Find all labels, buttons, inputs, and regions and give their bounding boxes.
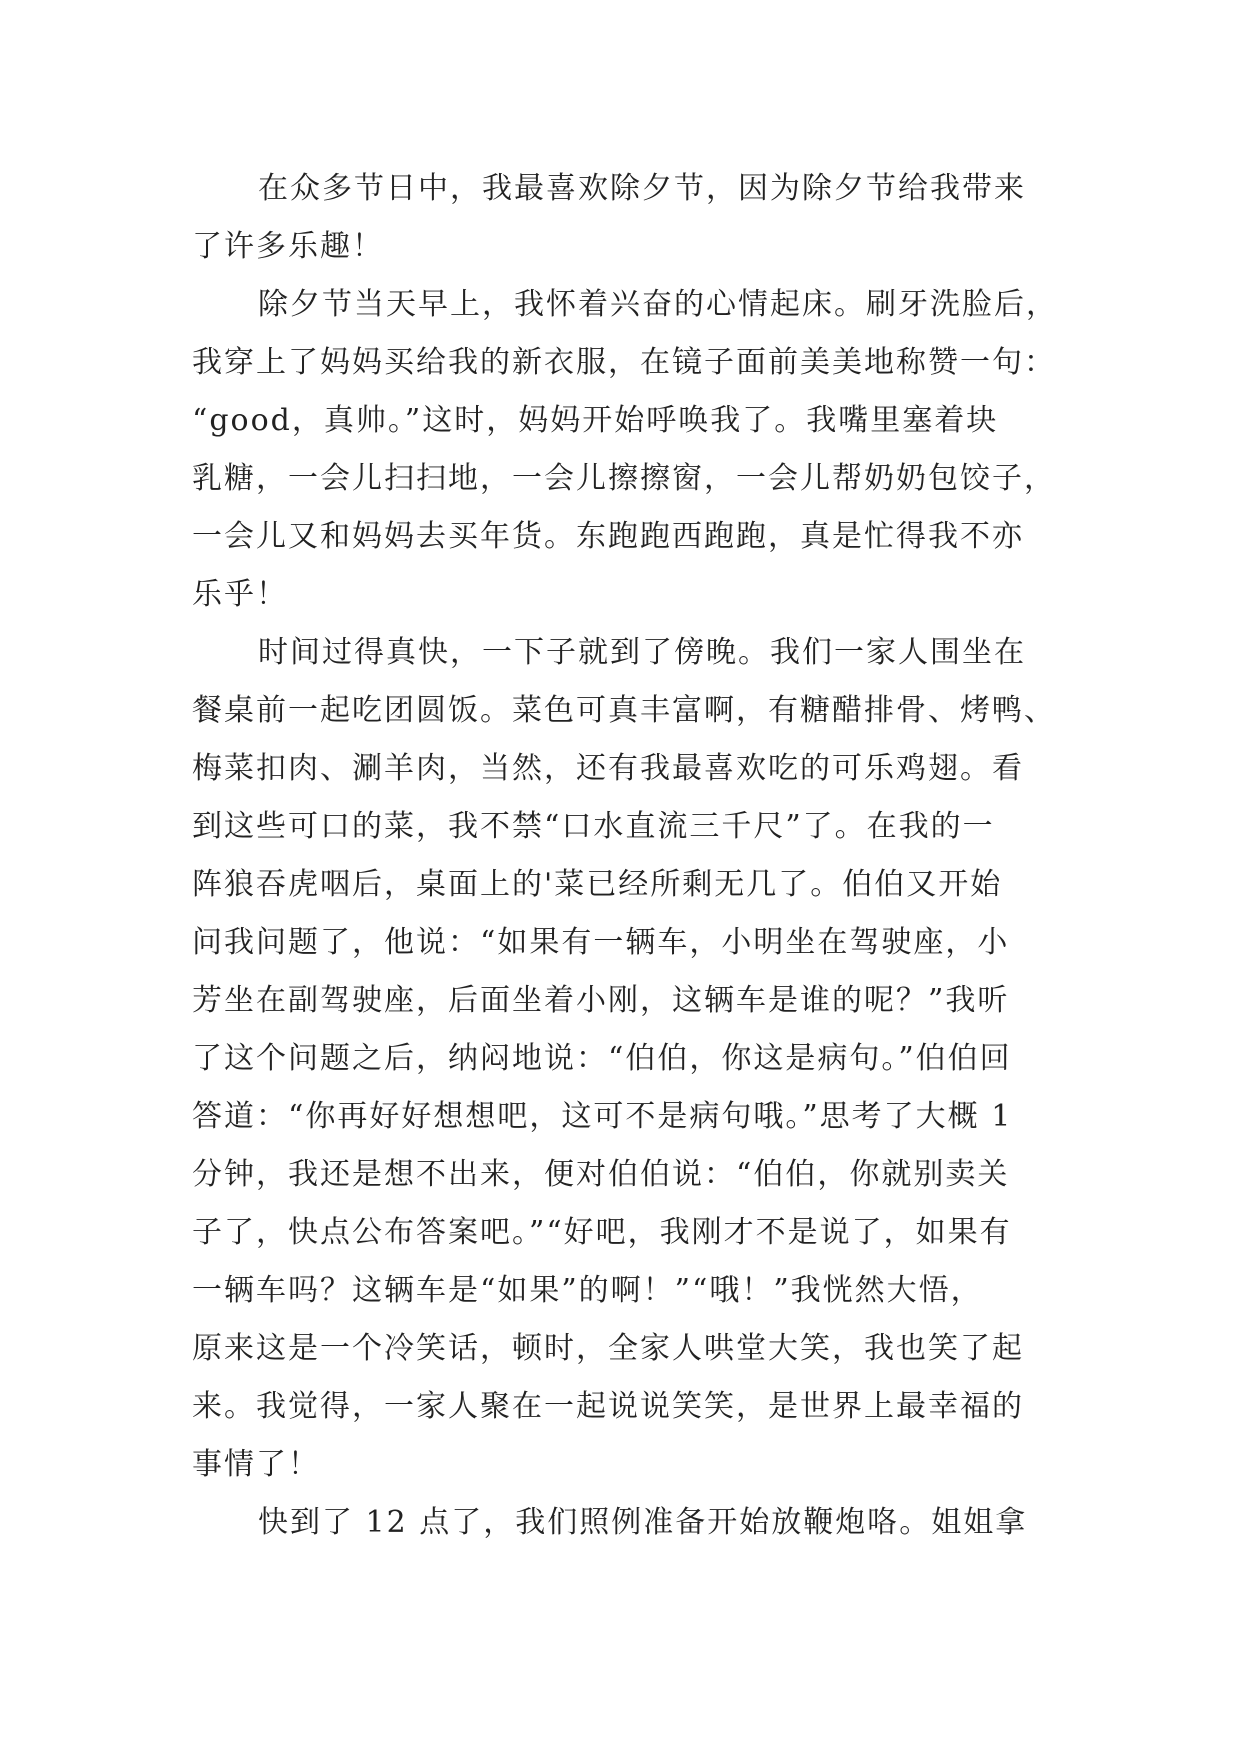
- text-line: 除夕节当天早上，我怀着兴奋的心情起床。刷牙洗脸后，: [258, 287, 1058, 322]
- text-line: 答道：“你再好好想想吧，这可不是病句哦。”思考了大概 1: [192, 1099, 1013, 1134]
- text-line: 子了，快点公布答案吧。”“好吧，我刚才不是说了，如果有: [192, 1215, 1012, 1250]
- text-line: 乳糖，一会儿扫扫地，一会儿擦擦窗，一会儿帮奶奶包饺子，: [192, 461, 1056, 496]
- text-line: 到这些可口的菜，我不禁“口水直流三千尺”了。在我的一: [192, 809, 995, 844]
- text-line: 原来这是一个冷笑话，顿时，全家人哄堂大笑，我也笑了起: [192, 1331, 1024, 1366]
- text-line: 事情了！: [192, 1447, 320, 1482]
- text-line: 芳坐在副驾驶座，后面坐着小刚，这辆车是谁的呢？”我听: [192, 983, 1010, 1018]
- text-line: 问我问题了，他说：“如果有一辆车，小明坐在驾驶座，小: [192, 925, 1010, 960]
- text-line: 乐乎！: [192, 577, 288, 612]
- text-line: 来。我觉得，一家人聚在一起说说笑笑，是世界上最幸福的: [192, 1389, 1024, 1424]
- text-line: 了这个问题之后，纳闷地说：“伯伯，你这是病句。”伯伯回: [192, 1041, 1012, 1076]
- text-line: 一会儿又和妈妈去买年货。东跑跑西跑跑，真是忙得我不亦: [192, 519, 1024, 554]
- text-line: 阵狼吞虎咽后，桌面上的'菜已经所剩无几了。伯伯又开始: [192, 867, 1003, 902]
- text-line: 一辆车吗？这辆车是“如果”的啊！”“哦！”我恍然大悟，: [192, 1273, 983, 1308]
- text-line: 我穿上了妈妈买给我的新衣服，在镜子面前美美地称赞一句：: [192, 345, 1056, 380]
- text-line: 了许多乐趣！: [192, 229, 384, 264]
- text-line: 梅菜扣肉、涮羊肉，当然，还有我最喜欢吃的可乐鸡翅。看: [192, 751, 1024, 786]
- text-line: 分钟，我还是想不出来，便对伯伯说：“伯伯，你就别卖关: [192, 1157, 1010, 1192]
- text-line: 快到了 12 点了，我们照例准备开始放鞭炮咯。姐姐拿: [258, 1505, 1028, 1540]
- text-line: 在众多节日中，我最喜欢除夕节，因为除夕节给我带来: [258, 171, 1026, 206]
- essay-body: [192, 160, 1058, 1552]
- text-line: 餐桌前一起吃团圆饭。菜色可真丰富啊，有糖醋排骨、烤鸭、: [192, 693, 1056, 728]
- text-line: 时间过得真快，一下子就到了傍晚。我们一家人围坐在: [258, 635, 1026, 670]
- text-line: “good，真帅。”这时，妈妈开始呼唤我了。我嘴里塞着块: [192, 403, 999, 438]
